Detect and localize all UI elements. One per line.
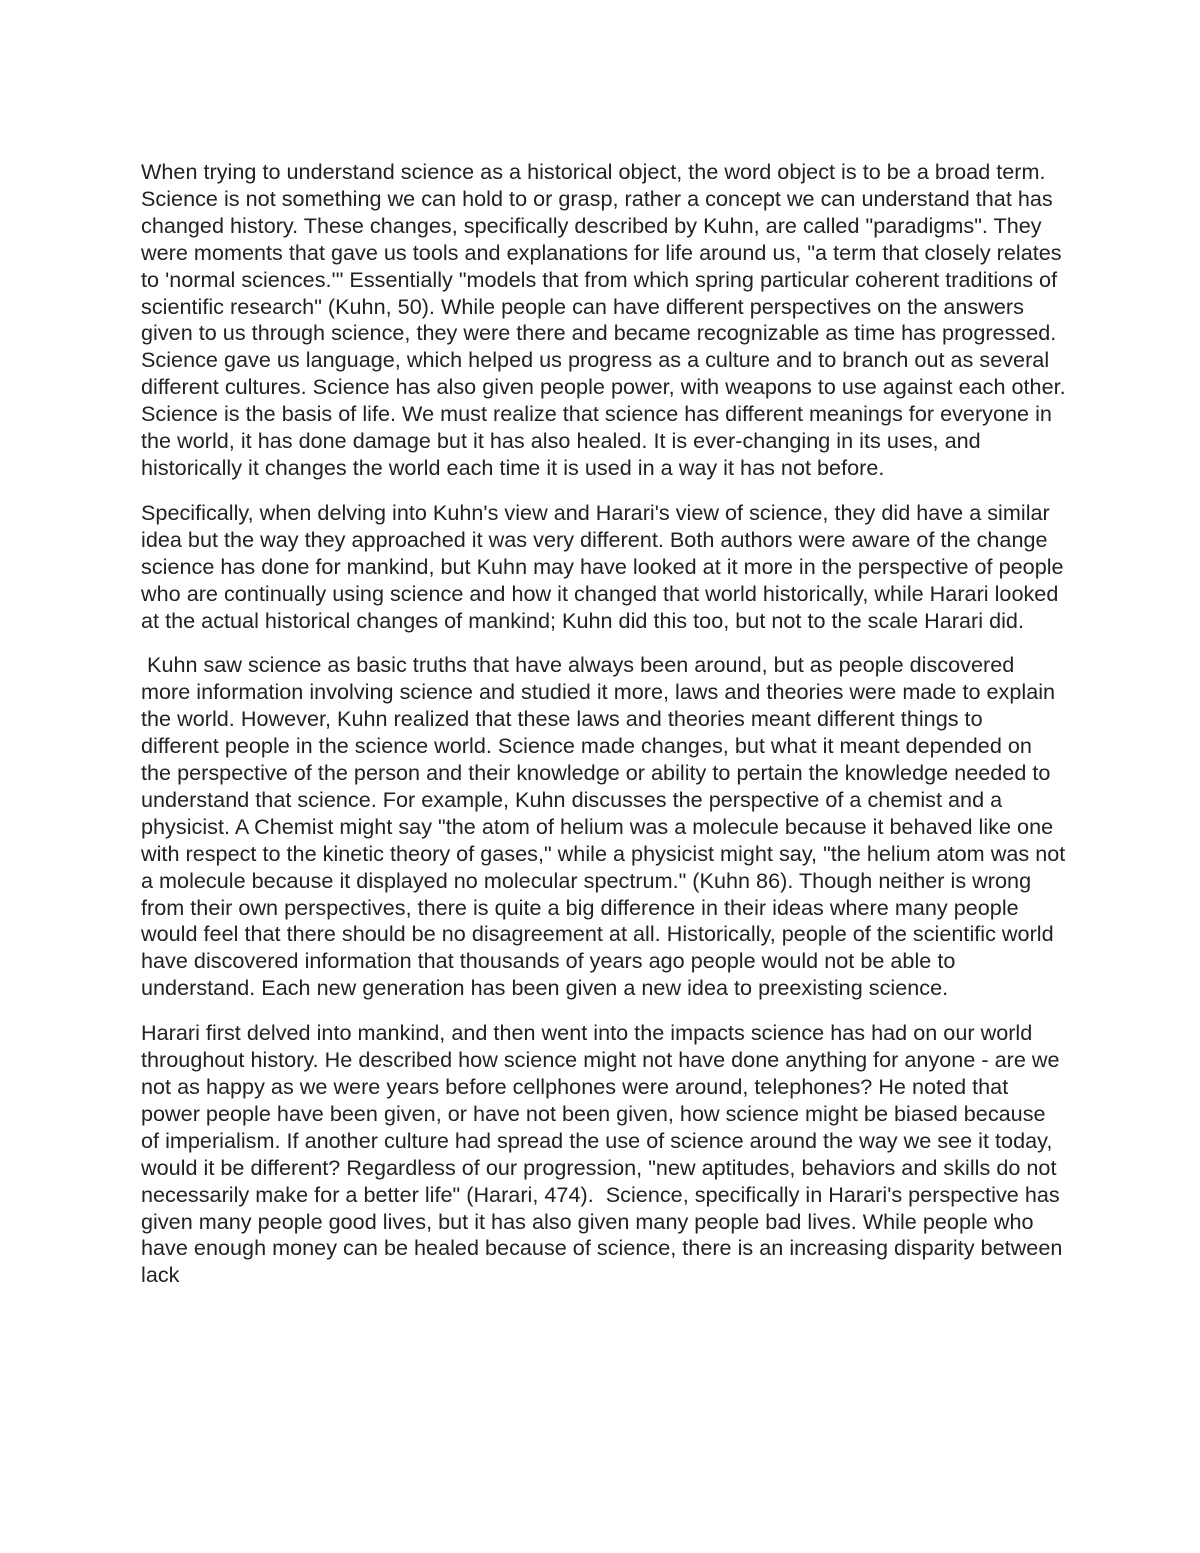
document-body [141, 159, 1072, 1307]
paragraph-1: When trying to understand science as a historical object, the word object is to be a broad term. Science is not something we can hold to or grasp, rather a concept we can understand that has changed history. These changes, specifically described by Kuhn, are called "paradigms". They were moments that gave us tools and explanations for life around us, "a term that closely relates to 'normal sciences.'" Essentially "models that from which spring particular coherent traditions of scientific research" (Kuhn, 50). While people can have different perspectives on the answers given to us through science, they were there and became recognizable as time has progressed. Science gave us language, which helped us progress as a culture and to branch out as several different cultures. Science has also given people power, with weapons to use against each other. Science is the basis of life. We must realize that science has different meanings for everyone in the world, it has done damage but it has also healed. It is ever-changing in its uses, and historically it changes the world each time it is used in a way it has not before. [141, 159, 1066, 480]
paragraph-2: Specifically, when delving into Kuhn's view and Harari's view of science, they did have a similar idea but the way they approached it was very different. Both authors were aware of the change science has done for mankind, but Kuhn may have looked at it more in the perspective of people who are continually using science and how it changed that world historically, while Harari looked at the actual historical changes of mankind; Kuhn did this too, but not to the scale Harari did. [141, 499, 1064, 633]
paragraph-3: Kuhn saw science as basic truths that have always been around, but as people discovered more information involving science and studied it more, laws and theories were made to explain the world. However, Kuhn realized that these laws and theories meant different things to different people in the science world. Science made changes, but what it meant depended on the perspective of the person and their knowledge or ability to pertain the knowledge needed to understand that science. For example, Kuhn discusses the perspective of a chemist and a physicist. A Chemist might say "the atom of helium was a molecule because it behaved like one with respect to the kinetic theory of gases," while a physicist might say, "the helium atom was not a molecule because it displayed no molecular spectrum." (Kuhn 86). Though neither is wrong from their own perspectives, there is quite a big difference in their ideas where many people would feel that there should be no disagreement at all. Historically, people of the scientific world have discovered information that thousands of years ago people would not be able to understand. Each new generation has been given a new idea to preexisting science. [141, 652, 1072, 1001]
paragraph-4: Harari first delved into mankind, and then went into the impacts science has had on our world throughout history. He described how science might not have done anything for anyone - are we not as happy as we were years before cellphones were around, telephones? He noted that power people have been given, or have not been given, how science might be biased because of imperialism. If another culture had spread the use of science around the way we see it today, would it be different? Regardless of our progression, "new aptitudes, behaviors and skills do not necessarily make for a better life" (Harari, 474). Science, specifically in Harari's perspective has given many people good lives, but it has also given many people bad lives. While people who have enough money can be healed because of science, there is an increasing disparity between lack [141, 1020, 1069, 1288]
